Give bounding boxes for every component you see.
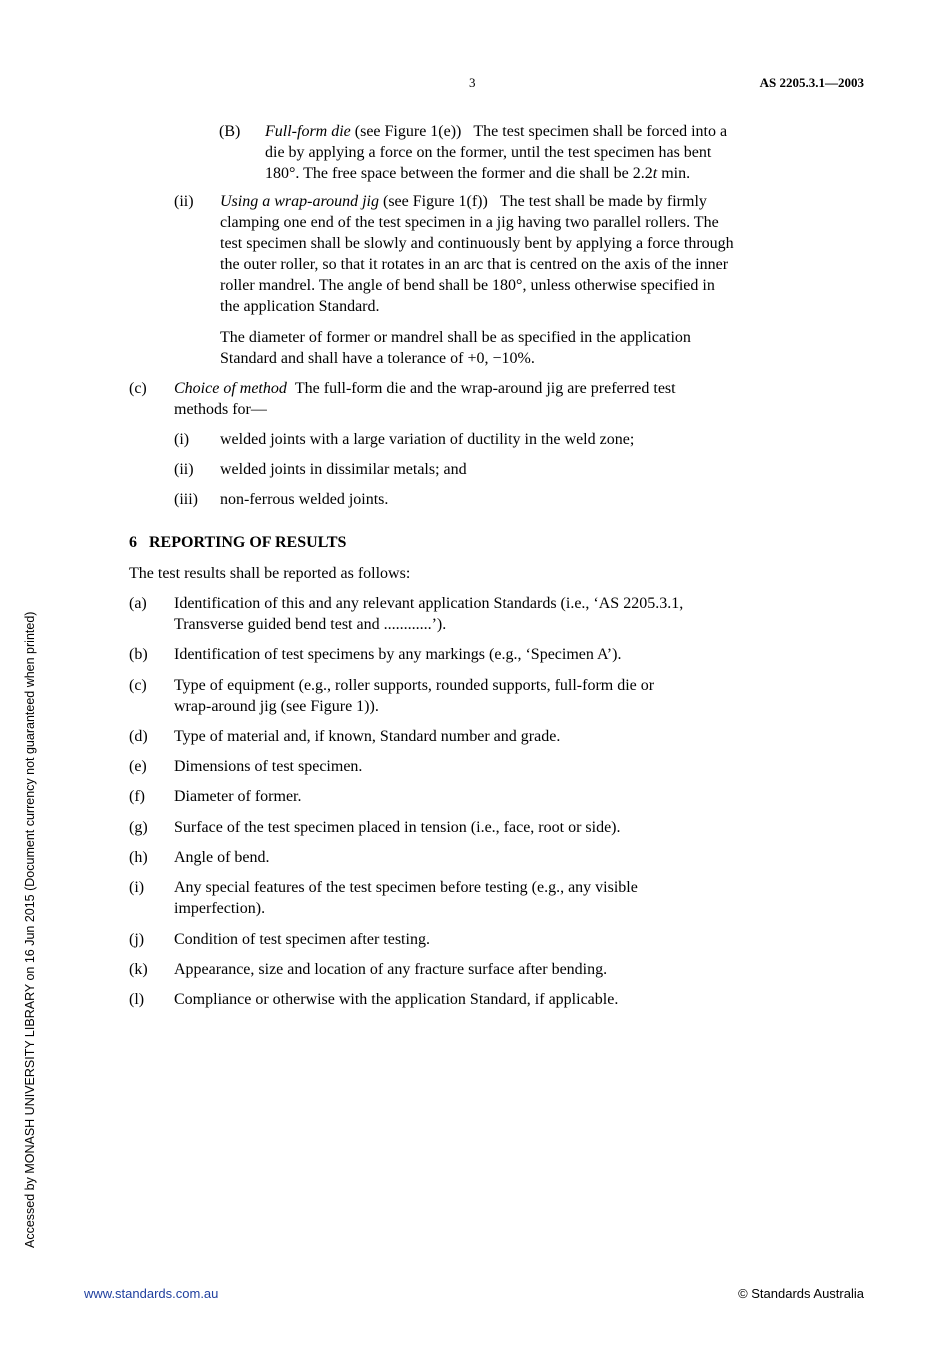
text-line: test specimen shall be slowly and continuously bent by applying a force through: [220, 235, 734, 252]
item-label: (j): [129, 931, 145, 948]
item-text: Dimensions of test specimen.: [174, 758, 363, 775]
text-line: the application Standard.: [220, 298, 380, 315]
item-label: (k): [129, 961, 148, 978]
section-heading: [129, 532, 346, 553]
note-line: Standard and shall have a tolerance of +0, −10%.: [220, 350, 535, 367]
item-title: Using a wrap-around jig: [220, 193, 379, 210]
item-text: Surface of the test specimen placed in tension (i.e., face, root or side).: [174, 819, 621, 836]
item-text: [174, 877, 821, 919]
item-label: (d): [129, 728, 148, 745]
item-label: (a): [129, 595, 147, 612]
item-label: (h): [129, 849, 148, 866]
item-text: [220, 191, 821, 369]
item-label: (ii): [174, 193, 194, 210]
text-line: min.: [657, 165, 691, 182]
item-label: (c): [129, 677, 147, 694]
item-text: [174, 593, 821, 635]
item-label: (c): [129, 380, 147, 397]
text-line: The full-form die and the wrap-around jig are preferred test: [294, 380, 676, 397]
item-text: Condition of test specimen after testing.: [174, 931, 430, 948]
item-text: [174, 675, 821, 717]
section-intro: The test results shall be reported as follows:: [129, 565, 411, 582]
item-text: Diameter of former.: [174, 788, 302, 805]
access-watermark: Accessed by MONASH UNIVERSITY LIBRARY on 16 Jun 2015 (Document currency not guaranteed when printed): [23, 611, 37, 1248]
item-text: [174, 378, 821, 420]
document-id: AS 2205.3.1—2003: [759, 75, 864, 90]
text-line: clamping one end of the test specimen in a jig having two parallel rollers. The: [220, 214, 719, 231]
text-line: wrap-around jig (see Figure 1)).: [174, 698, 379, 715]
page-number: 3: [469, 75, 476, 90]
item-label: (l): [129, 991, 145, 1008]
item-text: Compliance or otherwise with the application Standard, if applicable.: [174, 991, 619, 1008]
section-number: 6: [129, 534, 137, 551]
item-title: Full-form die: [265, 123, 351, 140]
text-line: Type of equipment (e.g., roller supports, rounded supports, full-form die or: [174, 677, 655, 694]
item-label: (f): [129, 788, 145, 805]
text-line: imperfection).: [174, 900, 266, 917]
item-label: (ii): [174, 461, 194, 478]
item-label: (g): [129, 819, 148, 836]
text-line: 180°. The free space between the former and die shall be 2.2: [265, 165, 653, 182]
text-line: Any special features of the test specimen before testing (e.g., any visible: [174, 879, 638, 896]
item-label: (iii): [174, 491, 198, 508]
item-title: Choice of method: [174, 380, 287, 397]
figure-ref: (see Figure 1(f)): [378, 193, 488, 210]
footer-copyright: © Standards Australia: [738, 1286, 864, 1301]
item-label: (i): [174, 431, 190, 448]
text-line: roller mandrel. The angle of bend shall be 180°, unless otherwise specified in: [220, 277, 715, 294]
item-text: welded joints with a large variation of ductility in the weld zone;: [220, 431, 635, 448]
text-line: the outer roller, so that it rotates in an arc that is centred on the axis of the inner: [220, 256, 729, 273]
item-text: Appearance, size and location of any fracture surface after bending.: [174, 961, 608, 978]
variable-t: t: [652, 165, 658, 182]
item-text: [265, 121, 821, 184]
footer-url-link[interactable]: www.standards.com.au: [84, 1286, 219, 1301]
item-label: (b): [129, 646, 148, 663]
item-label: (i): [129, 879, 145, 896]
item-text: non-ferrous welded joints.: [220, 491, 389, 508]
item-text: Type of material and, if known, Standard number and grade.: [174, 728, 561, 745]
figure-ref: (see Figure 1(e)): [350, 123, 462, 140]
item-text: Angle of bend.: [174, 849, 270, 866]
text-line: The test specimen shall be forced into a: [473, 123, 728, 140]
item-text: welded joints in dissimilar metals; and: [220, 461, 467, 478]
text-line: Transverse guided bend test and ............’).: [174, 616, 447, 633]
text-line: The test shall be made by firmly: [499, 193, 707, 210]
item-text: Identification of test specimens by any markings (e.g., ‘Specimen A’).: [174, 646, 622, 663]
text-line: methods for—: [174, 401, 267, 418]
item-label: (B): [219, 123, 241, 140]
text-line: Identification of this and any relevant application Standards (i.e., ‘AS 2205.3.1,: [174, 595, 684, 612]
note-line: The diameter of former or mandrel shall be as specified in the application: [220, 329, 691, 346]
section-title: REPORTING OF RESULTS: [149, 534, 347, 551]
text-line: die by applying a force on the former, until the test specimen has bent: [265, 144, 712, 161]
item-label: (e): [129, 758, 147, 775]
